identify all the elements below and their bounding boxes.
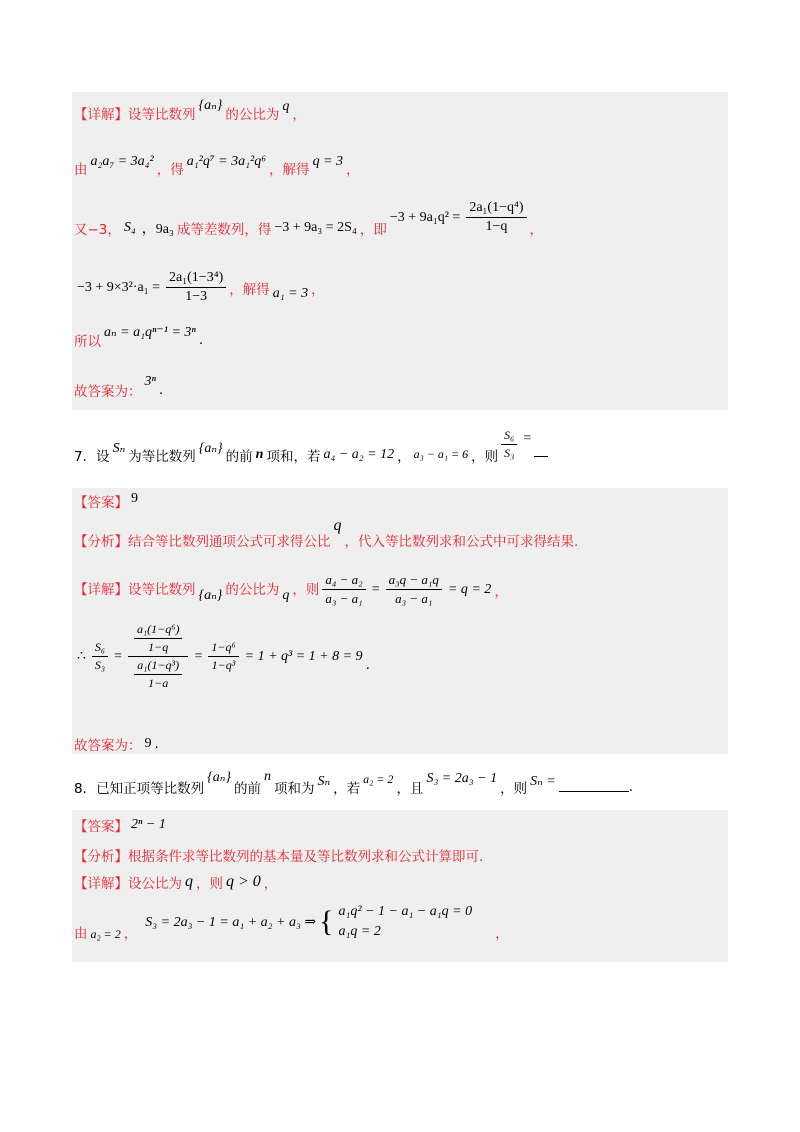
b2-inner-frac-bottom: [134, 658, 182, 691]
b1-line2: [74, 152, 360, 178]
frac-numerator: 2a₁(1−3⁴): [166, 270, 226, 288]
q7-number: 7．设: [74, 448, 110, 465]
b3-text: 由: [74, 926, 88, 942]
q8-period: .: [628, 779, 633, 795]
b1-cond2: a₁²q⁷ = 3a₁²q⁶: [186, 154, 267, 169]
frac-numerator: a₁(1−q³): [134, 658, 182, 675]
frac-denominator: 1−q³: [211, 658, 236, 672]
b2-text: ，: [494, 583, 508, 600]
b3-text: ，: [123, 926, 138, 942]
frac-denominator: 1−3: [185, 289, 208, 304]
b1-answer-val: 3ⁿ: [144, 374, 156, 389]
analysis-tag: 【分析】: [74, 849, 128, 865]
b3-detail-q: q: [185, 873, 193, 890]
q8-cond1: a₂ = 2: [363, 771, 394, 786]
b2-detail-text: ，则: [292, 581, 320, 598]
b2-frac-h: [208, 640, 238, 673]
b1-s4: S₄: [123, 219, 136, 235]
frac-numerator: S₆: [501, 428, 517, 445]
analysis-tag: 【分析】: [74, 534, 128, 550]
b1-text: ，: [311, 281, 325, 298]
detail-tag: 【详解】: [74, 876, 128, 892]
answer-label: 故答案为：: [74, 738, 142, 754]
b1-cond1: a₂a₇ = 3a₄²: [90, 154, 154, 169]
b3-detail-text: 设公比为: [128, 876, 182, 892]
b3-system-line: [74, 902, 509, 942]
frac-denominator: S₃: [504, 446, 515, 460]
q7-n: n: [255, 446, 264, 462]
b1-text: 所以: [74, 334, 101, 350]
b2-frac1: [322, 572, 365, 607]
frac-numerator: a₁(1−q⁶): [134, 622, 182, 639]
equation-system: [336, 902, 476, 942]
q8-text: 的前: [233, 781, 261, 797]
b2-compute-line: ∴ $\frac{\text{S₆}}{\text{S₃}}$ = $\frac{\frac{\text{a₁(1−q⁶)}}{1-q}}{\frac{\text{a₁(1−q³)}}{1-a}}$ = $\frac{\text{1−q⁶}}{\text{1−q³}}$ = 1 + q³ = 1 + 8 = 9 .: [77, 622, 370, 690]
q7-ratio: [501, 428, 517, 461]
frac-denominator: S₃: [94, 658, 106, 672]
q7-text: ，则: [471, 448, 499, 465]
b2-analysis-text: 结合等比数列通项公式可求得公比: [128, 534, 331, 550]
b1-text: ，: [292, 107, 306, 123]
b1-text: ，解得: [269, 162, 310, 178]
b1-line4: [74, 270, 325, 305]
detail-tag: 【详解】: [74, 581, 128, 598]
b1-text: 的公比为: [225, 107, 280, 123]
b3-detail-cond: q > 0: [226, 873, 261, 890]
b1-text: 由: [74, 162, 88, 178]
q7-text: 为等比数列: [128, 448, 196, 465]
b1-text: ，解得: [229, 281, 270, 298]
frac-numerator: a₃q − a₁q: [386, 572, 442, 590]
b2-ratio: [92, 640, 108, 673]
q7-eq: =: [523, 430, 532, 446]
solution-block-1: [72, 92, 728, 410]
system-brace: {: [319, 905, 334, 938]
b3-s3: S₃ = 2a₃ − 1 = a₁ + a₂ + a₃ ⇒: [145, 914, 317, 930]
frac-numerator: 2a₁(1−q⁴): [466, 200, 526, 218]
b2-analysis-line: [74, 517, 579, 550]
b1-period: .: [198, 332, 204, 348]
b1-eqc-left: −3 + 9×3²·a₁ =: [77, 279, 161, 295]
b2-detail-text: 设等比数列: [128, 581, 196, 598]
b2-answer-final: 9: [144, 736, 152, 751]
b2-detail-line: 【详解】 设等比数列 {aₙ} 的公比为 q ，则 $\frac{\text{a₄ − a₂}}{\text{a₃ − a₁}}$ = $\frac{\text{a₃q − a₁q}}{\text{a₃ − a₁}}$ = q = 2 ，: [74, 572, 508, 606]
q7-seq: {aₙ}: [198, 441, 223, 456]
q8-sn: Sₙ: [317, 773, 331, 789]
b2-answer-val: 9: [131, 491, 138, 506]
b1-text: ，: [529, 221, 544, 238]
b1-9a3: ，9a₃: [141, 221, 174, 237]
b3-text: ，: [495, 926, 509, 942]
frac-numerator: a₄ − a₂: [322, 572, 365, 590]
b1-q: q: [282, 99, 290, 114]
q8-text: ，且: [396, 781, 424, 797]
q8-sn-eq: Sₙ =: [530, 773, 556, 789]
q7-cond1: a₄ − a₂ = 12: [323, 446, 395, 462]
q8-cond2: S₃ = 2a₃ − 1: [426, 771, 498, 786]
answer-tag: 【答案】: [74, 819, 128, 835]
b1-a1val: a₁ = 3: [272, 285, 309, 301]
b2-frac2: [386, 572, 442, 607]
q8-text: 项和为: [273, 781, 315, 797]
b2-inner-frac-top: [134, 622, 182, 655]
frac-denominator: [128, 657, 188, 691]
q8-text: ，若: [333, 781, 361, 797]
frac-denominator: a₃ − a₁: [325, 591, 363, 606]
b1-text: ，: [346, 162, 360, 178]
system-eq-2: a₁q = 2: [338, 924, 381, 939]
answer-tag: 【答案】: [74, 495, 128, 511]
q8-answer-blank[interactable]: [559, 791, 629, 792]
q8-seq: {aₙ}: [207, 769, 231, 785]
b1-text: ，即: [359, 221, 387, 238]
b2-period: .: [154, 736, 159, 752]
b2-tail: = 1 + q³ = 1 + 8 = 9: [244, 648, 363, 664]
q8-text: ，则: [500, 781, 528, 797]
b2-final-answer: [74, 734, 159, 754]
b3-detail-text: ，则: [196, 876, 223, 892]
b3-analysis-line: [74, 845, 483, 865]
b2-detail-text: 的公比为: [225, 581, 280, 598]
b2-answer-line: [74, 491, 141, 511]
b1-line6: [74, 372, 164, 400]
b1-line5: [74, 322, 204, 350]
q7-answer-blank[interactable]: [534, 456, 548, 457]
b1-eqb-frac: [466, 200, 526, 235]
b2-period: .: [365, 656, 370, 673]
b3-answer-line: [74, 815, 169, 835]
b2-ftail: = q = 2: [447, 581, 492, 597]
b1-line1: [74, 97, 306, 123]
b2-big-frac: [128, 622, 188, 691]
b1-qval: q = 3: [312, 154, 344, 169]
b1-seq: {aₙ}: [198, 97, 223, 113]
q7-sn: Sₙ: [112, 441, 126, 456]
b1-text: ，得: [156, 162, 184, 178]
b1-period: .: [158, 382, 164, 398]
b3-a2: a₂ = 2: [90, 926, 121, 941]
b3-text: ，: [263, 876, 278, 892]
b1-text: 设等比数列: [128, 107, 196, 123]
answer-label: 故答案为：: [74, 384, 142, 400]
q7-cond2: a₃ − a₁ = 6: [413, 447, 469, 461]
b2-detail-q: q: [282, 587, 290, 603]
frac-numerator: [128, 622, 188, 657]
question-7: [74, 428, 548, 465]
b1-line3: [74, 200, 544, 238]
question-8: [74, 767, 633, 797]
q7-text: 的前: [225, 448, 253, 465]
b3-detail-line: [74, 872, 277, 892]
therefore-symbol: ∴: [77, 649, 86, 664]
frac-numerator: 1−q⁶: [208, 640, 238, 657]
frac-numerator: S₆: [92, 640, 108, 657]
b2-analysis-text: ，代入等比数列求和公式中可求得结果.: [344, 534, 579, 550]
frac-denominator: 1−q: [485, 219, 508, 234]
detail-tag: 【详解】: [74, 107, 128, 123]
b1-an-formula: aₙ = a₁qⁿ⁻¹ = 3ⁿ: [104, 324, 196, 340]
b1-eqb-left: −3 + 9a₁q² =: [389, 209, 461, 225]
q7-text: 项和，若: [266, 448, 321, 465]
frac-denominator: 1−q: [148, 640, 169, 654]
b3-analysis-text: 根据条件求等比数列的基本量及等比数列求和公式计算即可.: [128, 849, 484, 865]
b1-eqc-frac: [166, 270, 226, 305]
frac-denominator: 1−a: [148, 676, 169, 690]
b3-answer-val: 2ⁿ − 1: [131, 817, 166, 832]
q8-number: 8．已知正项等比数列: [74, 781, 205, 797]
q7-text: ，: [397, 448, 411, 465]
b1-eqa: −3 + 9a₃ = 2S₄: [274, 219, 357, 235]
system-eq-1: a₁q² − 1 − a₁ − a₁q = 0: [338, 904, 473, 919]
b1-text: 成等差数列，得: [176, 221, 272, 238]
b2-detail-seq: {aₙ}: [198, 588, 223, 603]
b2-analysis-q: q: [333, 517, 342, 534]
q8-n: n: [263, 769, 271, 784]
b1-text: 又−3，: [74, 221, 121, 238]
frac-denominator: a₃ − a₁: [395, 591, 433, 606]
